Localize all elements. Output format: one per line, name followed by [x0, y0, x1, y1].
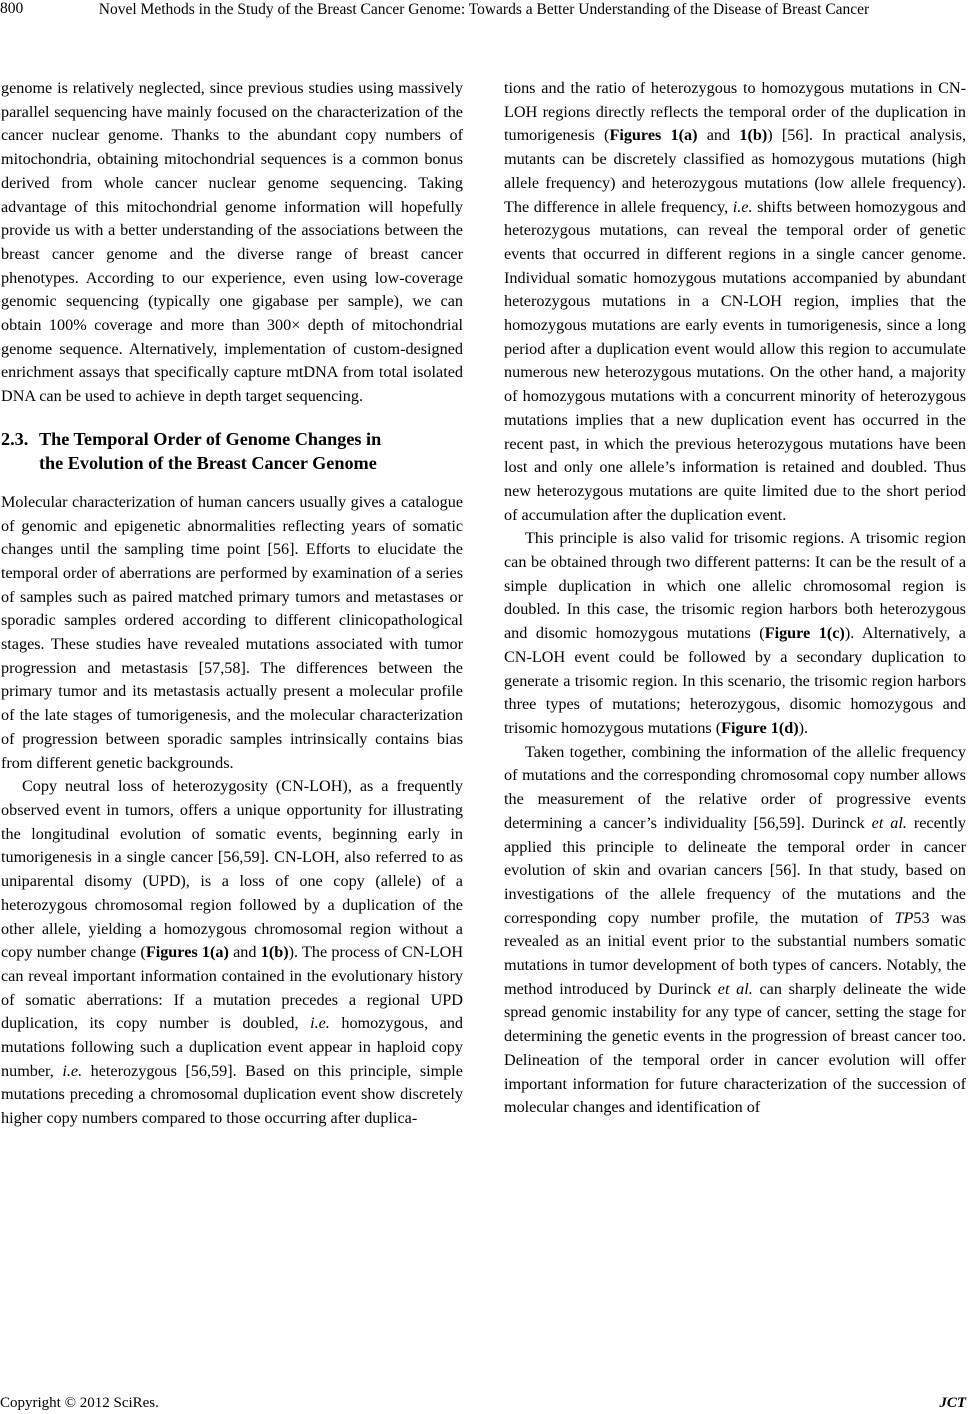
- section-heading: [1, 427, 463, 475]
- text-run: Copy neutral loss of heterozygosity (CN-LOH), as a frequently observed event in tumors, offers a unique opportunity for illustrating the longitudinal evolution of somatic events, beginning early in tumorigenesis in a single cancer [56,59]. CN-LOH, also referred to as uniparental disomy (UPD), is a loss of one copy (allele) of a heterozygous chromosomal region followed by a duplication of the other allele, yielding a homozygous chromosomal region without a copy number change (: [1, 777, 463, 962]
- page-number: 800: [0, 0, 24, 17]
- body-paragraph: [1, 775, 463, 1131]
- text-run: tions and the ratio of heterozygous to homozygous mutations in CN-LOH regions directly reflects the temporal order of the duplication in tumorigenesis (: [504, 79, 966, 145]
- section-title-line2: the Evolution of the Breast Cancer Genome: [39, 452, 377, 473]
- figure-reference: 1(b): [739, 126, 768, 145]
- text-run: ). The process of CN-LOH can reveal important information contained in the evolutionary history of somatic aberrations: If a mutation precedes a regional UPD duplication, its copy number is doubled,: [1, 943, 464, 1033]
- section-title-line1: The Temporal Order of Genome Changes in: [39, 428, 382, 449]
- running-title: Novel Methods in the Study of the Breast Cancer Genome: Towards a Better Understanding of the Disease of Breast Cancer: [98, 1, 870, 18]
- italic-term: et al.: [871, 813, 907, 832]
- text-run: ). Alternatively, a CN-LOH event could be followed by a secondary duplication to generate a trisomic region. In this scenario, the trisomic region harbors three types of mutations; heterozygous, disomic homozygous and trisomic homozygous mutations (: [504, 624, 966, 737]
- body-paragraph: genome is relatively neglected, since previous studies using massively parallel sequencing have mainly focused on the characterization of the cancer nuclear genome. Thanks to the abundant copy numbers of mitochondria, obtaining mitochondrial sequences is a common bonus derived from whole cancer nuclear genome sequencing. Taking advantage of this mitochondrial genome information will hopefully provide us with a better understanding of the associations between the breast cancer genome and the diverse range of breast cancer phenotypes. According to our experience, even using low-coverage genomic sequencing (typically one gigabase per sample), we can obtain 100% coverage and more than 300× depth of mitochondrial genome sequence. Alternatively, implementation of custom-designed enrichment assays that specifically capture mtDNA from total isolated DNA can be used to achieve in depth target sequencing.: [1, 79, 463, 406]
- body-paragraph: Molecular characterization of human cancers usually gives a catalogue of genomic and epigenetic abnormalities reflecting years of somatic changes until the sampling time point [56]. Efforts to elucidate the temporal order of aberrations are performed by examination of a series of samples such as paired matched primary tumors and metastases or sporadic samples ordered according to different clinicopathological stages. These studies have revealed mutations associated with tumor progression and metastasis [57,58]. The differences between the primary tumor and its metastasis actually present a molecular profile of the late stages of tumorigenesis, and the molecular characterization of progression between sporadic samples intrinsically contains bias from different genetic backgrounds.: [1, 492, 463, 772]
- text-run: ) [56]. In practical analysis, mutants can be discretely classified as homozygous mutations (high allele frequency) and heterozygous mutations (low allele frequency). The difference in allele frequency,: [504, 126, 966, 216]
- text-run: can sharply delineate the wide spread genomic instability for any type of cancer, setting the stage for determining the genetic events in the progression of breast cancer too. Delineation of the temporal order in cancer evolution will offer important information for future characterization of the succession of molecular changes and identification of: [504, 979, 966, 1117]
- figure-reference: Figures 1(a): [609, 126, 698, 145]
- text-run: and: [228, 943, 261, 962]
- text-run: homozygous, and mutations following such a duplication event appear in haploid copy number,: [1, 1014, 464, 1080]
- section-number: 2.3.: [1, 428, 29, 449]
- gene-name: TP: [894, 908, 914, 927]
- text-run: This principle is also valid for trisomic regions. A trisomic region can be obtained through two different patterns: It can be the result of a simple duplication in which one allelic chromosomal region is doubled. In this case, the trisomic region harbors both heterozygous and disomic homozygous mutations (: [504, 529, 966, 643]
- text-run: shifts between homozygous and heterozygous mutations, can reveal the temporal order of genetic events that occurred in different regions in a single cancer genome. Individual somatic homozygous mutations accompanied by abundant heterozygous mutations in a CN-LOH region, implies that the homozygous mutations are early events in tumorigenesis, since a long period after a duplication event would allow this region to accumulate numerous new heterozygous mutations. On the other hand, a majority of homozygous mutations with a concurrent minority of heterozygous mutations implies that a new duplication event has occurred in the recent past, in which the previous heterozygous mutations have been lost and only one allele’s information is retained and doubled. Thus new heterozygous mutations are quite limited due to the short period of accumulation after the duplication event.: [504, 197, 966, 524]
- body-paragraph: [504, 77, 966, 527]
- figure-reference: Figure 1(c): [764, 624, 845, 643]
- italic-term: i.e.: [732, 197, 753, 216]
- text-run: 53 was revealed as an initial event prior to the substantial numbers somatic mutations in tumor development of both types of cancers. Notably, the method introduced by Durinck: [504, 908, 966, 998]
- body-paragraph: [504, 527, 966, 740]
- figure-reference: 1(b): [260, 943, 289, 962]
- italic-term: i.e.: [62, 1061, 83, 1080]
- text-run: Taken together, combining the information of the allelic frequency of mutations and the corresponding chromosomal copy number allows the measurement of the relative order of progressive events determining a cancer’s individuality [56,59]. Durinck: [504, 742, 966, 832]
- journal-abbreviation: JCT: [939, 1395, 966, 1411]
- italic-term: et al.: [717, 979, 753, 998]
- text-run: ).: [798, 718, 809, 737]
- text-run: recently applied this principle to delineate the temporal order in cancer evolution of skin and ovarian cancers [56]. In that study, based on investigations of the allele frequency of the mutations and the corresponding copy number profile, the mutation of: [504, 813, 966, 927]
- figure-reference: Figure 1(d): [721, 718, 799, 737]
- text-run: heterozygous [56,59]. Based on this principle, simple mutations preceding a chromosomal duplication event show discretely higher copy numbers compared to those occurring after duplica-: [1, 1061, 463, 1128]
- text-run: and: [697, 126, 740, 145]
- figure-reference: Figures 1(a): [145, 943, 229, 962]
- left-column: [1, 77, 463, 1131]
- right-column: [504, 77, 966, 1120]
- body-paragraph: [504, 741, 966, 1120]
- italic-term: i.e.: [310, 1014, 330, 1033]
- copyright-notice: Copyright © 2012 SciRes.: [0, 1395, 159, 1411]
